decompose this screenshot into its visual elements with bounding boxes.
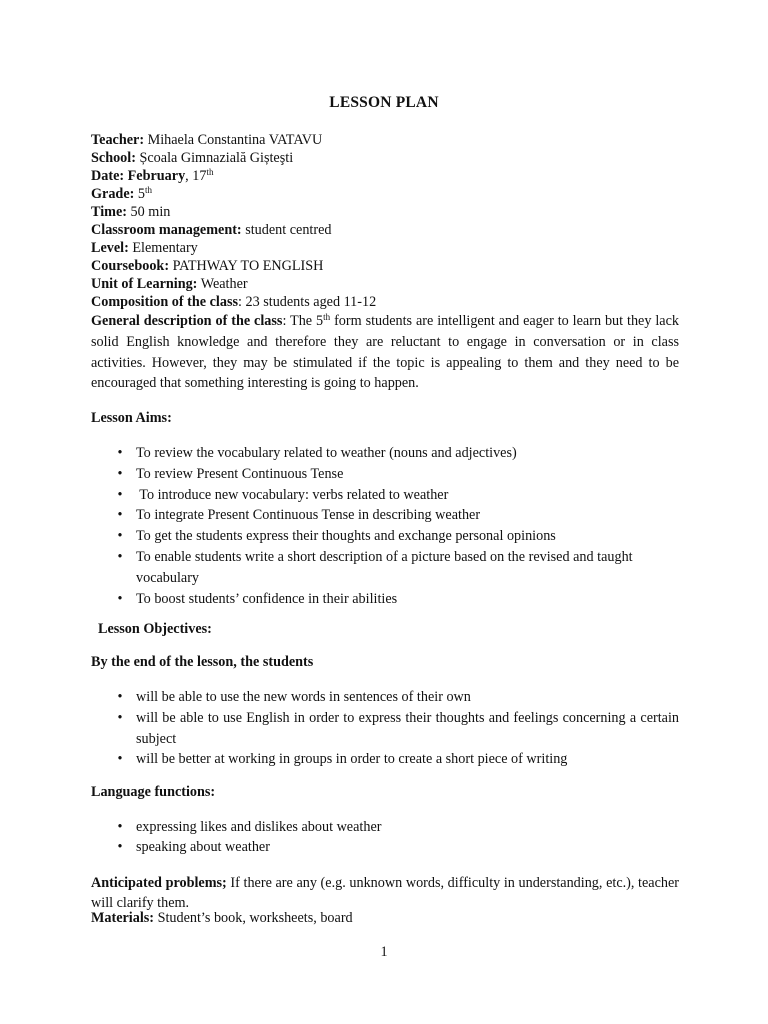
list-item-text: expressing likes and dislikes about weather [136, 819, 382, 835]
unit-value: Weather [200, 276, 248, 292]
list-item-text: will be able to use English in order to express their thoughts and feelings concerning a certain subject [136, 709, 679, 747]
page-number: 1 [380, 944, 388, 960]
anticipated-problems-text: If there are any (e.g. unknown words, difficulty in understanding, etc.), teacher will clarify them. [91, 875, 680, 911]
teacher-label: Teacher: [91, 132, 145, 148]
materials [91, 910, 679, 928]
bullet-icon: • [117, 486, 123, 503]
bullet-icon: • [117, 689, 123, 705]
language-functions-list [117, 818, 679, 857]
list-item-text: will be better at working in groups in order to create a short piece of writing [136, 751, 568, 768]
lesson-aims-heading: Lesson Aims: [91, 410, 172, 426]
list-item [117, 547, 679, 589]
list-item [117, 818, 679, 838]
bullet-icon: • [117, 590, 123, 607]
school-label: School: [91, 150, 136, 166]
time-value: 50 min [130, 204, 171, 220]
composition-label: Composition of the class [91, 294, 239, 310]
anticipated-problems-label: Anticipated problems; [91, 875, 227, 891]
list-item [117, 485, 679, 506]
list-item-text: To boost students’ confidence in their abilities [136, 590, 398, 607]
general-description-text-2: form students are intelligent and eager to learn but they lack solid English knowledge and therefore they are reluctant to engage in conversation or in class activities. However, they may be stimulated if the topic is appealing to them and they need to be encouraged that something interesting is going to happen. [91, 313, 679, 392]
grade-row [91, 186, 679, 204]
list-item-text: To get the students express their thoughts and exchange personal opinions [136, 528, 556, 545]
grade-label: Grade: [91, 186, 135, 202]
time-row [91, 204, 679, 222]
level-row [91, 240, 679, 258]
bullet-icon: • [117, 548, 123, 565]
list-item [117, 749, 679, 770]
lesson-info [91, 132, 679, 312]
list-item-text: To introduce new vocabulary: verbs related to weather [136, 486, 449, 503]
language-functions-heading: Language functions: [91, 784, 216, 800]
list-item [117, 443, 679, 464]
general-description-sup: th [323, 312, 331, 322]
bullet-icon: • [117, 838, 123, 855]
date-day: , 17 [185, 168, 207, 184]
unit-label: Unit of Learning: [91, 276, 198, 292]
anticipated-problems [91, 873, 679, 913]
coursebook-row [91, 258, 679, 276]
list-item [117, 687, 679, 708]
date-label: Date: [91, 168, 125, 184]
list-item [117, 838, 679, 858]
management-value: student centred [245, 222, 332, 238]
time-label: Time: [91, 204, 127, 220]
general-description-text-1: : The 5 [282, 313, 324, 329]
list-item [117, 526, 679, 547]
objectives-intro: By the end of the lesson, the students [91, 654, 314, 670]
level-value: Elementary [132, 240, 198, 256]
bullet-icon: • [117, 819, 123, 835]
materials-text: Student’s book, worksheets, board [154, 910, 353, 926]
bullet-icon: • [117, 528, 123, 545]
management-label: Classroom management: [91, 222, 242, 238]
bullet-icon: • [117, 465, 123, 482]
bullet-icon: • [117, 507, 123, 524]
list-item-text: To review Present Continuous Tense [136, 465, 344, 482]
bullet-icon: • [117, 445, 123, 461]
list-item [117, 589, 679, 610]
teacher-row [91, 132, 679, 150]
management-row [91, 222, 679, 240]
lesson-objectives-heading: Lesson Objectives: [98, 621, 212, 637]
lesson-aims-list [117, 443, 679, 609]
general-description [91, 311, 679, 394]
general-description-label: General description of the class [91, 313, 283, 329]
school-row [91, 150, 679, 168]
date-month: February [127, 168, 186, 184]
unit-row [91, 276, 679, 294]
list-item [117, 464, 679, 485]
list-item-text: speaking about weather [136, 838, 270, 855]
date-row [91, 168, 679, 186]
composition-value: : 23 students aged 11-12 [238, 294, 377, 310]
date-suffix: th [206, 167, 214, 177]
lesson-objectives-list [117, 687, 679, 770]
coursebook-value: PATHWAY TO ENGLISH [172, 258, 324, 274]
page-title: LESSON PLAN [329, 94, 439, 111]
list-item-text: To integrate Present Continuous Tense in describing weather [136, 507, 481, 524]
list-item [117, 708, 679, 750]
grade-suffix: th [144, 185, 152, 195]
school-value: Școala Gimnazială Gișteşti [139, 150, 294, 166]
grade-value: 5 [137, 186, 145, 202]
composition-row [91, 294, 679, 312]
bullet-icon: • [117, 709, 123, 726]
bullet-icon: • [117, 751, 123, 768]
list-item-text: To enable students write a short description of a picture based on the revised and taught vocabulary [136, 548, 633, 586]
list-item-text: will be able to use the new words in sentences of their own [136, 689, 471, 705]
level-label: Level: [91, 240, 129, 256]
materials-label: Materials: [91, 910, 155, 926]
list-item [117, 505, 679, 526]
list-item-text: To review the vocabulary related to weather (nouns and adjectives) [136, 445, 517, 461]
coursebook-label: Coursebook: [91, 258, 170, 274]
teacher-value: Mihaela Constantina VATAVU [147, 132, 323, 148]
